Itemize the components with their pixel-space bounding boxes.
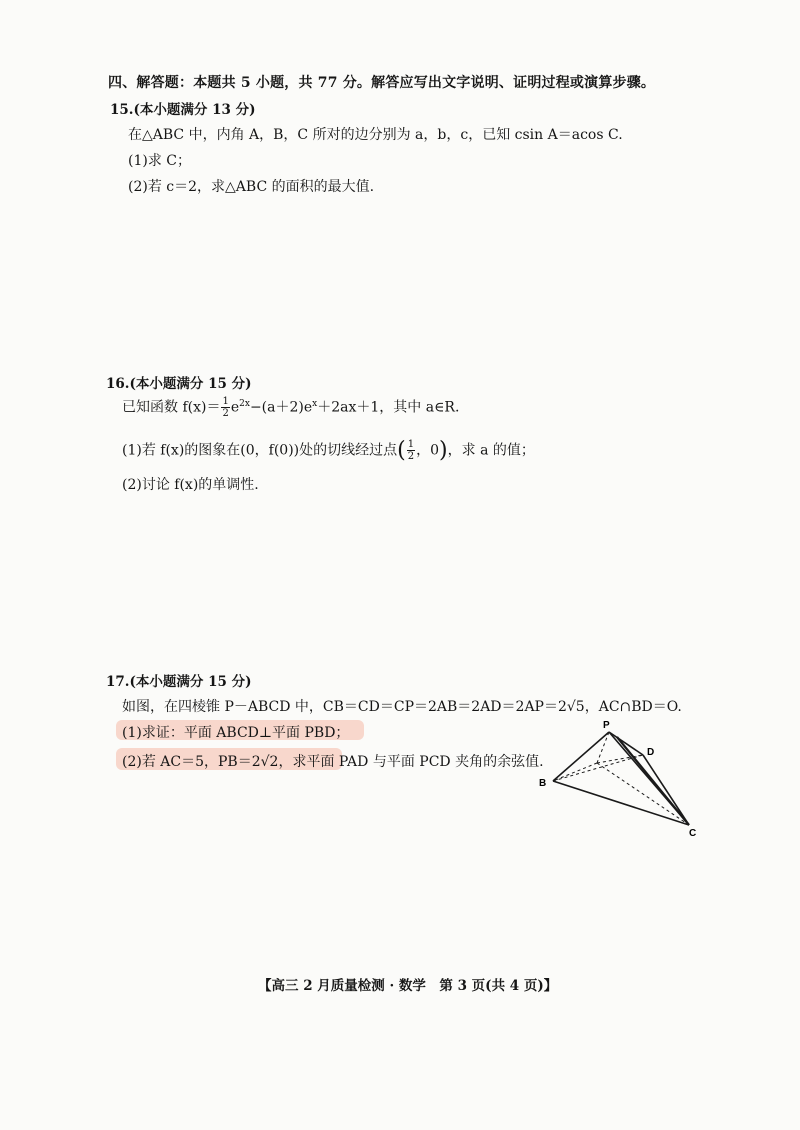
q16-stem xyxy=(122,396,459,419)
q15-stem: 在△ABC 中，内角 A，B，C 所对的边分别为 a，b，c，已知 csin A＝acos C. xyxy=(128,127,623,143)
edge-PB xyxy=(553,732,609,781)
q17-points: (本小题满分 15 分) xyxy=(129,674,252,690)
q15-part2: (2)若 c＝2，求△ABC 的面积的最大值. xyxy=(128,179,375,195)
q17-part2: (2)若 AC＝5，PB＝2√2，求平面 PAD 与平面 PCD 夹角的余弦值. xyxy=(122,754,544,770)
edge-BC xyxy=(553,781,689,825)
q16-frac-den: 2 xyxy=(222,408,229,419)
q16-part1-pt-suffix: ，0 xyxy=(416,442,440,459)
q17-number: 17. xyxy=(106,674,130,690)
q16-stem-prefix: 已知函数 f(x)＝ xyxy=(122,399,221,416)
q17-part1: (1)求证：平面 ABCD⊥平面 PBD； xyxy=(122,725,350,741)
q16-part1-suffix: ，求 a 的值； xyxy=(447,442,535,459)
label-P: P xyxy=(603,720,610,731)
pyramid-figure xyxy=(525,715,715,845)
q16-part1-frac-num: 1 xyxy=(407,439,415,450)
q16-fraction xyxy=(221,396,229,419)
edge-BD-hidden xyxy=(553,755,643,781)
q16-stem-mid: −(a＋2)e xyxy=(249,399,313,416)
page-footer: 【高三 2 月质量检测 · 数学 第 3 页(共 4 页)】 xyxy=(258,978,558,994)
q16-points: (本小题满分 15 分) xyxy=(129,376,252,392)
q15-points: (本小题满分 13 分) xyxy=(133,102,256,118)
q17-heading xyxy=(106,670,251,690)
q15-number: 15. xyxy=(110,102,134,118)
q16-paren-open: ( xyxy=(397,438,406,463)
q17-stem: 如图，在四棱锥 P－ABCD 中，CB＝CD＝CP＝2AB＝2AD＝2AP＝2√5，AC∩BD＝O. xyxy=(122,699,682,715)
q15-heading xyxy=(110,98,255,118)
q16-part2: (2)讨论 f(x)的单调性. xyxy=(122,477,259,493)
q16-stem-suffix: ＋2ax＋1，其中 a∈R. xyxy=(317,399,460,416)
label-B: B xyxy=(539,778,547,789)
q16-number: 16. xyxy=(106,376,130,392)
label-D: D xyxy=(647,747,655,758)
q16-frac-num: 1 xyxy=(222,396,229,407)
section-header: 四、解答题：本题共 5 小题，共 77 分。解答应写出文字说明、证明过程或演算步骤。 xyxy=(108,75,656,91)
q16-heading xyxy=(106,372,251,392)
q16-part1-fraction xyxy=(407,439,415,462)
q16-part1-prefix: (1)若 f(x)的图象在(0，f(0))处的切线经过点 xyxy=(122,442,398,459)
edge-DC xyxy=(643,755,689,825)
q15-part1: (1)求 C； xyxy=(128,153,191,169)
q16-paren-close: ) xyxy=(439,438,448,463)
q16-part1-frac-den: 2 xyxy=(407,451,415,462)
q16-exp2-sup: x xyxy=(312,398,318,409)
edge-AB-hidden xyxy=(553,763,597,781)
label-C: C xyxy=(689,828,697,839)
q16-part1 xyxy=(122,438,535,463)
q16-exp1-base: e xyxy=(230,399,240,416)
q16-exp1-sup: 2x xyxy=(239,398,250,409)
